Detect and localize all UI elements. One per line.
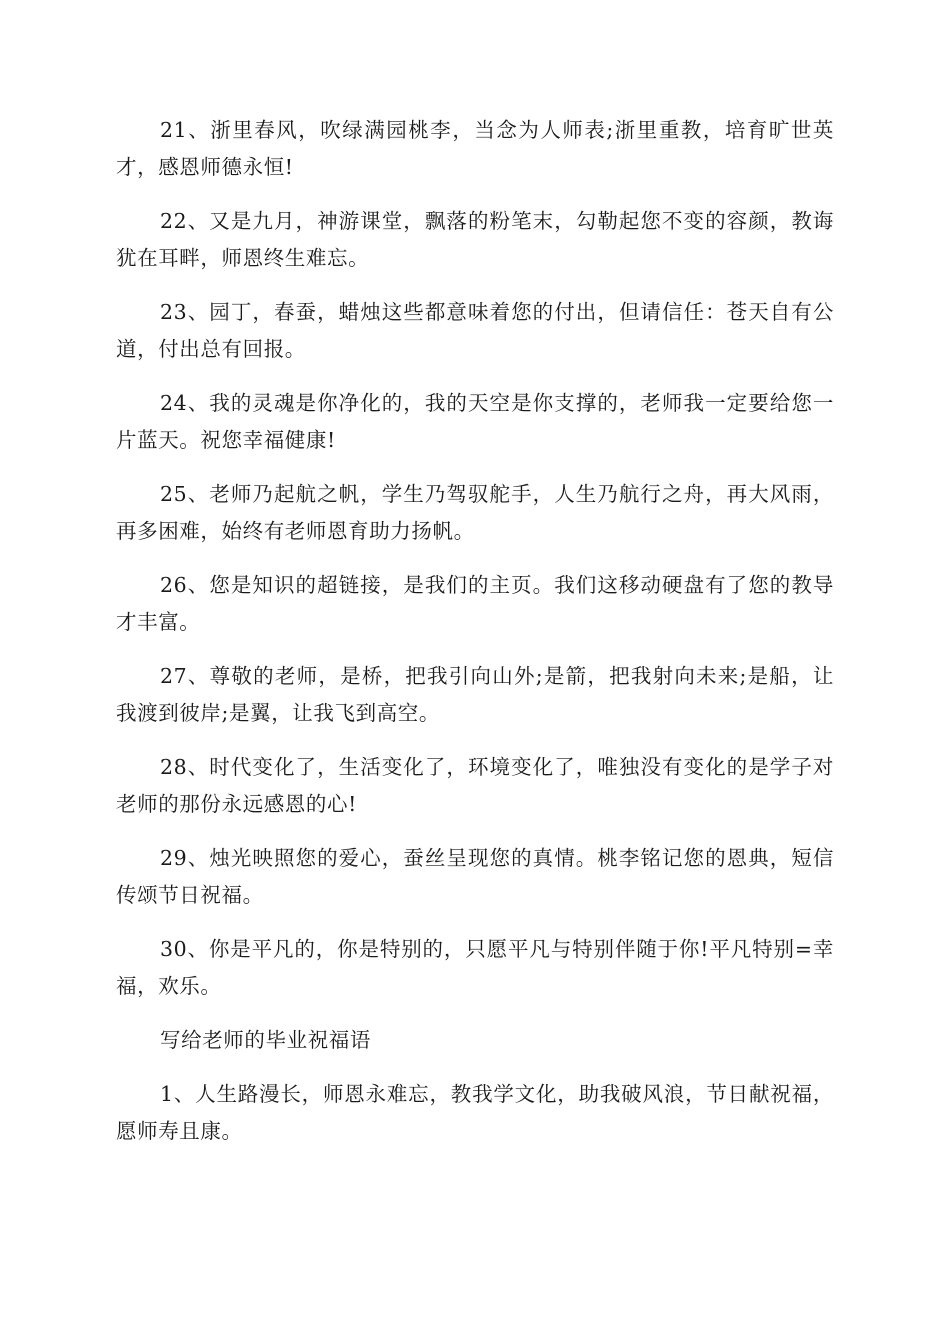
paragraph-23: 23、园丁，春蚕，蜡烛这些都意味着您的付出，但请信任：苍天自有公道，付出总有回报。 xyxy=(116,300,834,361)
section-paragraph-1: 1、人生路漫长，师恩永难忘，教我学文化，助我破风浪，节日献祝福，愿师寿且康。 xyxy=(116,1082,834,1143)
paragraph-24: 24、我的灵魂是你净化的，我的天空是你支撑的，老师我一定要给您一片蓝天。祝您幸福健康! xyxy=(116,391,834,452)
paragraph-25: 25、老师乃起航之帆，学生乃驾驭舵手，人生乃航行之舟，再大风雨，再多困难，始终有老师恩育助力扬帆。 xyxy=(116,482,834,543)
paragraph-26: 26、您是知识的超链接，是我们的主页。我们这移动硬盘有了您的教导才丰富。 xyxy=(116,573,834,634)
paragraph-21: 21、浙里春风，吹绿满园桃李，当念为人师表;浙里重教，培育旷世英才，感恩师德永恒! xyxy=(116,118,834,179)
paragraph-22: 22、又是九月，神游课堂，飘落的粉笔末，勾勒起您不变的容颜，教诲犹在耳畔，师恩终生难忘。 xyxy=(116,209,834,270)
document-body xyxy=(116,112,834,1167)
paragraph-30: 30、你是平凡的，你是特别的，只愿平凡与特别伴随于你!平凡特别=幸福，欢乐。 xyxy=(116,937,834,998)
section-heading: 写给老师的毕业祝福语 xyxy=(160,1028,371,1052)
paragraph-27: 27、尊敬的老师，是桥，把我引向山外;是箭，把我射向未来;是船，让我渡到彼岸;是翼，让我飞到高空。 xyxy=(116,664,834,725)
paragraph-29: 29、烛光映照您的爱心，蚕丝呈现您的真情。桃李铭记您的恩典，短信传颂节日祝福。 xyxy=(116,846,834,907)
paragraph-28: 28、时代变化了，生活变化了，环境变化了，唯独没有变化的是学子对老师的那份永远感恩的心! xyxy=(116,755,834,816)
